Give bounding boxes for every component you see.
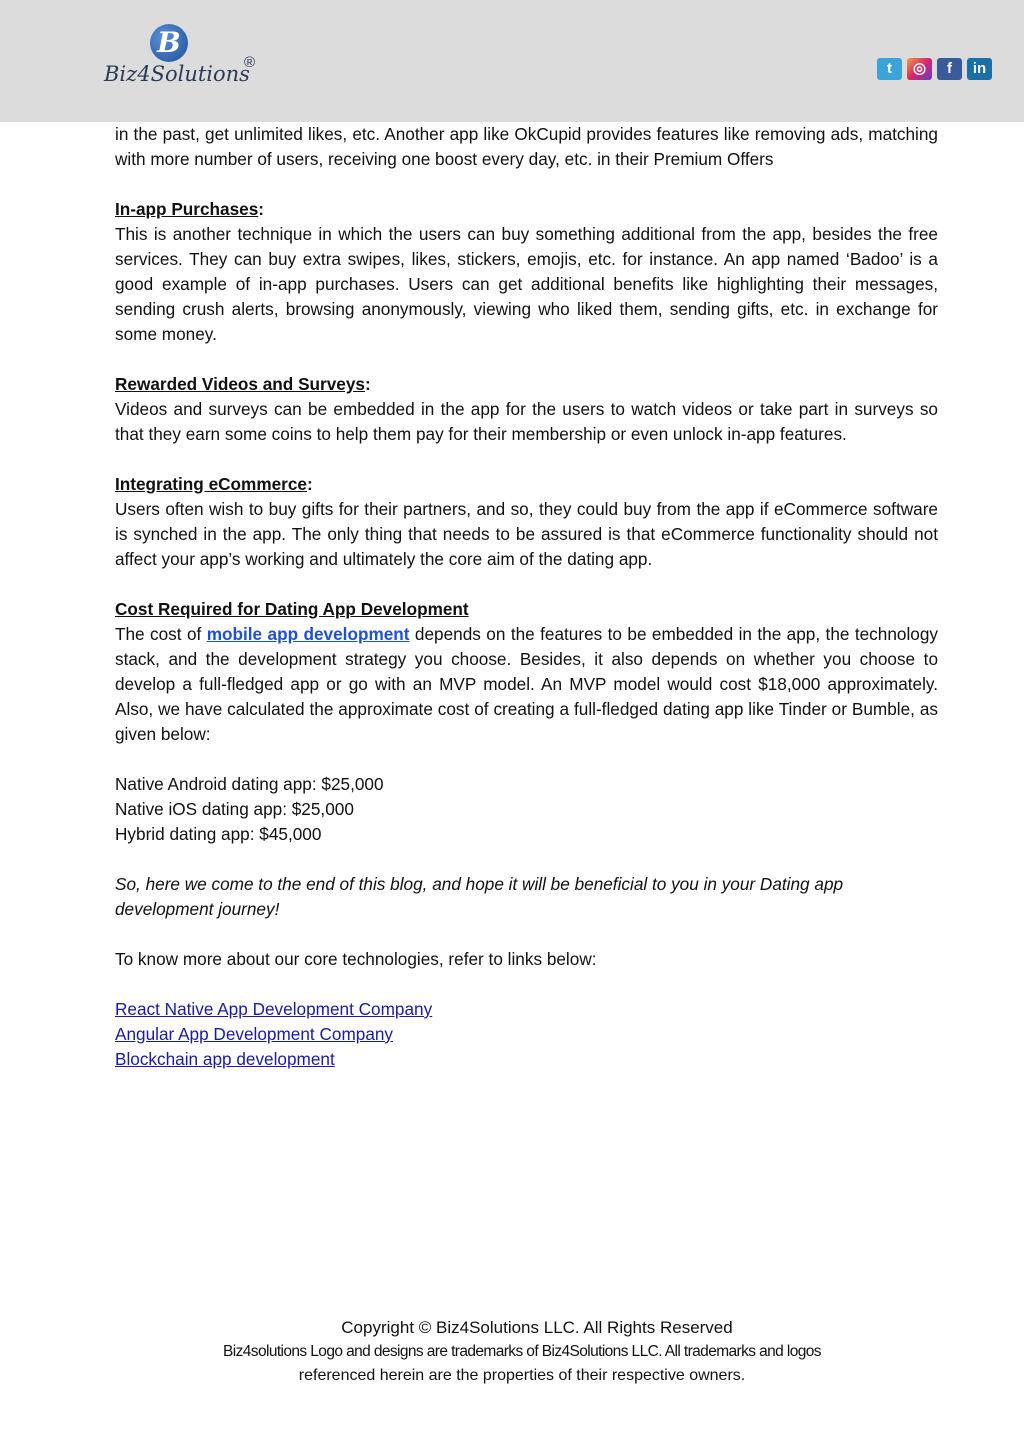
logo-mark-icon: B bbox=[150, 24, 188, 62]
instagram-icon[interactable]: ◎ bbox=[907, 58, 932, 80]
document-body bbox=[115, 122, 938, 1072]
copyright-text: Copyright © Biz4Solutions LLC. All Rights Reserved bbox=[341, 1318, 733, 1337]
rewarded-heading: Rewarded Videos and Surveys: bbox=[115, 374, 371, 394]
know-more-text: To know more about our core technologies, refer to links below: bbox=[115, 949, 597, 969]
biz4solutions-logo[interactable] bbox=[104, 24, 264, 94]
ecommerce-paragraph: Users often wish to buy gifts for their partners, and so, they could buy from the app if eCommerce software is synched in the app. The only thing that needs to be assured is that eCommerce functionality should not affect your app’s working and ultimately the core aim of the dating app. bbox=[115, 499, 938, 569]
inapp-paragraph: This is another technique in which the users can buy something additional from the app, besides the free services. They can buy extra swipes, likes, stickers, emojis, etc. for instance. An app named ‘Badoo’ is a good example of in-app purchases. Users can get additional benefits like highlighting their messages, sending crush alerts, browsing anonymously, viewing who liked them, sending gifts, etc. in exchange for some money. bbox=[115, 224, 938, 344]
ecommerce-heading: Integrating eCommerce: bbox=[115, 474, 313, 494]
mobile-app-development-link[interactable]: mobile app development bbox=[206, 624, 410, 644]
trademark-text-line2: referenced herein are the properties of their respective owners. bbox=[298, 1367, 746, 1384]
inapp-heading: In-app Purchases: bbox=[115, 199, 265, 219]
registered-mark: ® bbox=[244, 54, 256, 71]
linkedin-icon[interactable]: in bbox=[967, 58, 992, 80]
logo-text: Biz4Solutions bbox=[104, 62, 250, 86]
rewarded-paragraph: Videos and surveys can be embedded in the app for the users to watch videos or take part in surveys so that they earn some coins to help them pay for their membership or even unlock in-app features. bbox=[115, 399, 938, 444]
facebook-icon[interactable]: f bbox=[937, 58, 962, 80]
cost-item: Hybrid dating app: $45,000 bbox=[115, 824, 322, 844]
angular-link[interactable]: Angular App Development Company bbox=[115, 1024, 394, 1044]
trademark-text-line1: Biz4solutions Logo and designs are trademarks of Biz4Solutions LLC. All trademarks and logos bbox=[223, 1343, 821, 1360]
cost-item: Native Android dating app: $25,000 bbox=[115, 774, 384, 794]
cost-heading: Cost Required for Dating App Development bbox=[115, 599, 469, 619]
page-header bbox=[0, 0, 1024, 122]
intro-paragraph: in the past, get unlimited likes, etc. Another app like OkCupid provides features like removing ads, matching with more number of users, receiving one boost every day, etc. in their Premium Offers bbox=[115, 124, 938, 169]
twitter-icon[interactable]: t bbox=[877, 58, 902, 80]
page-footer bbox=[0, 1316, 1024, 1388]
social-links bbox=[877, 58, 992, 82]
cost-paragraph: The cost of mobile app development depends on the features to be embedded in the app, the technology stack, and the development strategy you choose. Besides, it also depends on whether you choose to develop a full-fledged app or go with an MVP model. An MVP model would cost $18,000 approximately. Also, we have calculated the approximate cost of creating a full-fledged dating app like Tinder or Bumble, as given below: bbox=[115, 624, 938, 744]
react-native-link[interactable]: React Native App Development Company bbox=[115, 999, 433, 1019]
closing-paragraph: So, here we come to the end of this blog, and hope it will be beneficial to you in your Dating app development journey! bbox=[115, 874, 844, 919]
blockchain-link[interactable]: Blockchain app development bbox=[115, 1049, 335, 1069]
cost-item: Native iOS dating app: $25,000 bbox=[115, 799, 354, 819]
